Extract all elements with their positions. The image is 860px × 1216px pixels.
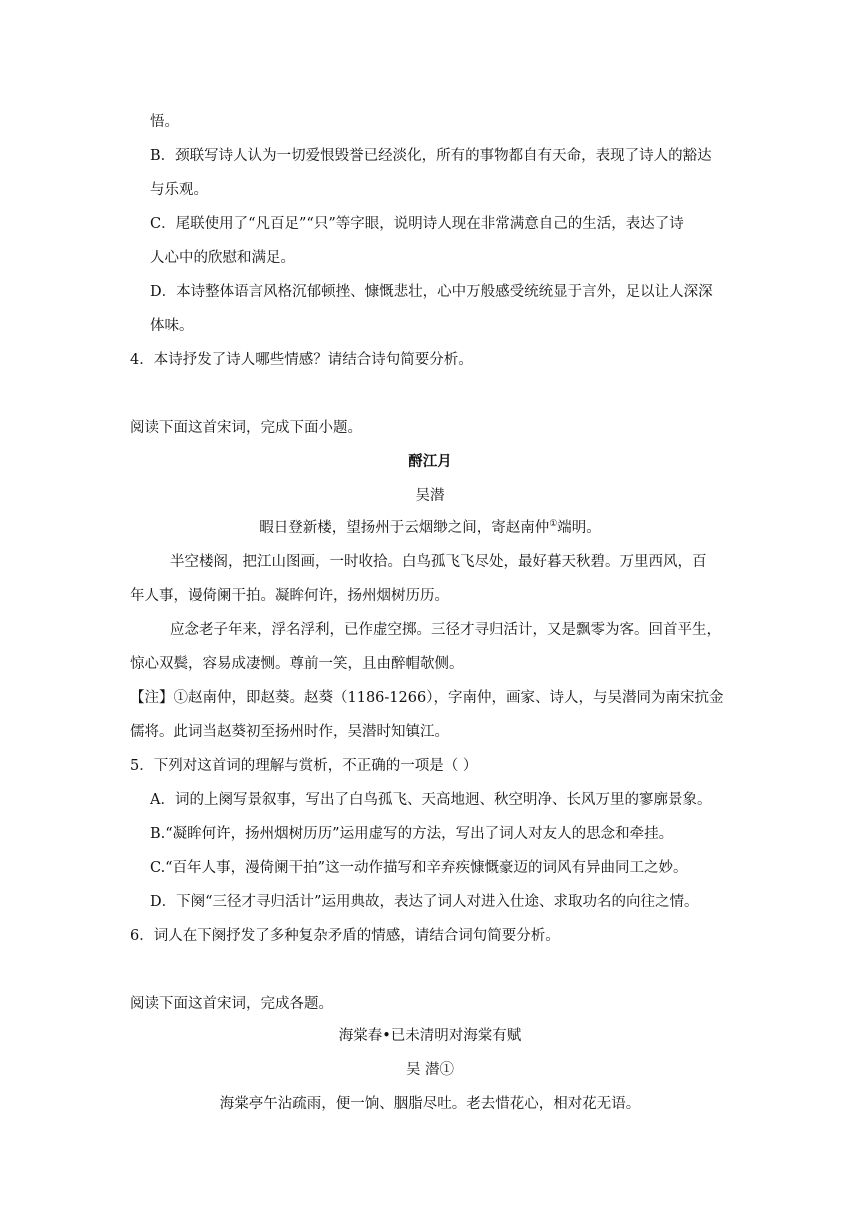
poem2-author: 吴 潜① bbox=[405, 1062, 455, 1078]
section2-intro: 阅读下面这首宋词，完成下面小题。 bbox=[130, 420, 362, 436]
q5-option-a: A．词的上阕写景叙事，写出了白鸟孤飞、天高地迥、秋空明净、长风万里的寥廓景象。 bbox=[150, 792, 712, 808]
poem-preface-text-b: 端明。 bbox=[557, 520, 601, 536]
q3-option-d-line1: D．本诗整体语言风格沉郁顿挫、慷慨悲壮，心中万般感受统统显于言外，足以让人深深 bbox=[150, 284, 713, 300]
question-5: 5．下列对这首词的理解与赏析，不正确的一项是（ ） bbox=[130, 758, 478, 774]
poem-note-line2: 儒将。此词当赵葵初至扬州时作，吴潜时知镇江。 bbox=[130, 724, 449, 740]
poem-title: 酹江月 bbox=[408, 453, 452, 470]
poem-paragraph2-line1: 应念老子年来，浮名浮利，已作虚空掷。三径才寻归活计，又是飘零为客。回首平生， bbox=[170, 622, 721, 638]
poem-preface-text-a: 暇日登新楼，望扬州于云烟缈之间，寄赵南仲 bbox=[259, 520, 550, 536]
poem-preface-note-marker: ① bbox=[549, 519, 558, 530]
q3-option-c-line1: C．尾联使用了“凡百足”“只”等字眼，说明诗人现在非常满意自己的生活，表达了诗 bbox=[150, 216, 684, 232]
q5-option-d: D．下阕“三径才寻归活计”运用典故，表达了词人对进入仕途、求取功名的向往之情。 bbox=[150, 894, 699, 910]
question-4: 4．本诗抒发了诗人哪些情感？请结合诗句简要分析。 bbox=[130, 352, 473, 368]
q3-option-b-line2: 与乐观。 bbox=[150, 182, 208, 198]
poem-paragraph1-line1: 半空楼阁，把江山图画，一时收拾。白鸟孤飞飞尽处，最好暮天秋碧。万里西风，百 bbox=[170, 554, 707, 570]
poem2-title: 海棠春•已未清明对海棠有赋 bbox=[338, 1028, 522, 1044]
poem-paragraph2-line2: 惊心双鬓，容易成凄恻。尊前一笑，且由醉帽欹侧。 bbox=[130, 656, 464, 672]
poem-paragraph1-line2: 年人事，谩倚阑干拍。凝眸何许，扬州烟树历历。 bbox=[130, 588, 449, 604]
q3-option-d-line2: 体味。 bbox=[150, 318, 194, 334]
q3-option-b-line1: B．颈联写诗人认为一切爱恨毁誉已经淡化，所有的事物都自有天命，表现了诗人的豁达 bbox=[150, 148, 712, 164]
poem-note-line1: 【注】①赵南仲，即赵葵。赵葵（1186-1266），字南仲，画家、诗人，与吴潜同为南宋抗金 bbox=[130, 690, 724, 706]
q3-stem-tail: 悟。 bbox=[150, 114, 179, 130]
poem-preface bbox=[0, 518, 860, 538]
question-6: 6．词人在下阕抒发了多种复杂矛盾的情感，请结合词句简要分析。 bbox=[130, 928, 560, 944]
q3-option-c-line2: 人心中的欣慰和满足。 bbox=[150, 250, 295, 266]
q5-option-c: C.“百年人事，漫倚阑干拍”这一动作描写和辛弃疾慷慨豪迈的词风有异曲同工之妙。 bbox=[150, 860, 688, 876]
section3-intro: 阅读下面这首宋词，完成各题。 bbox=[130, 996, 333, 1012]
poem-author: 吴潜 bbox=[415, 488, 445, 504]
poem2-line1: 海棠亭午沾疏雨，便一饷、胭脂尽吐。老去惜花心，相对花无语。 bbox=[219, 1096, 641, 1112]
q5-option-b: B.“凝眸何许，扬州烟树历历”运用虚写的方法，写出了词人对友人的思念和牵挂。 bbox=[150, 826, 674, 842]
